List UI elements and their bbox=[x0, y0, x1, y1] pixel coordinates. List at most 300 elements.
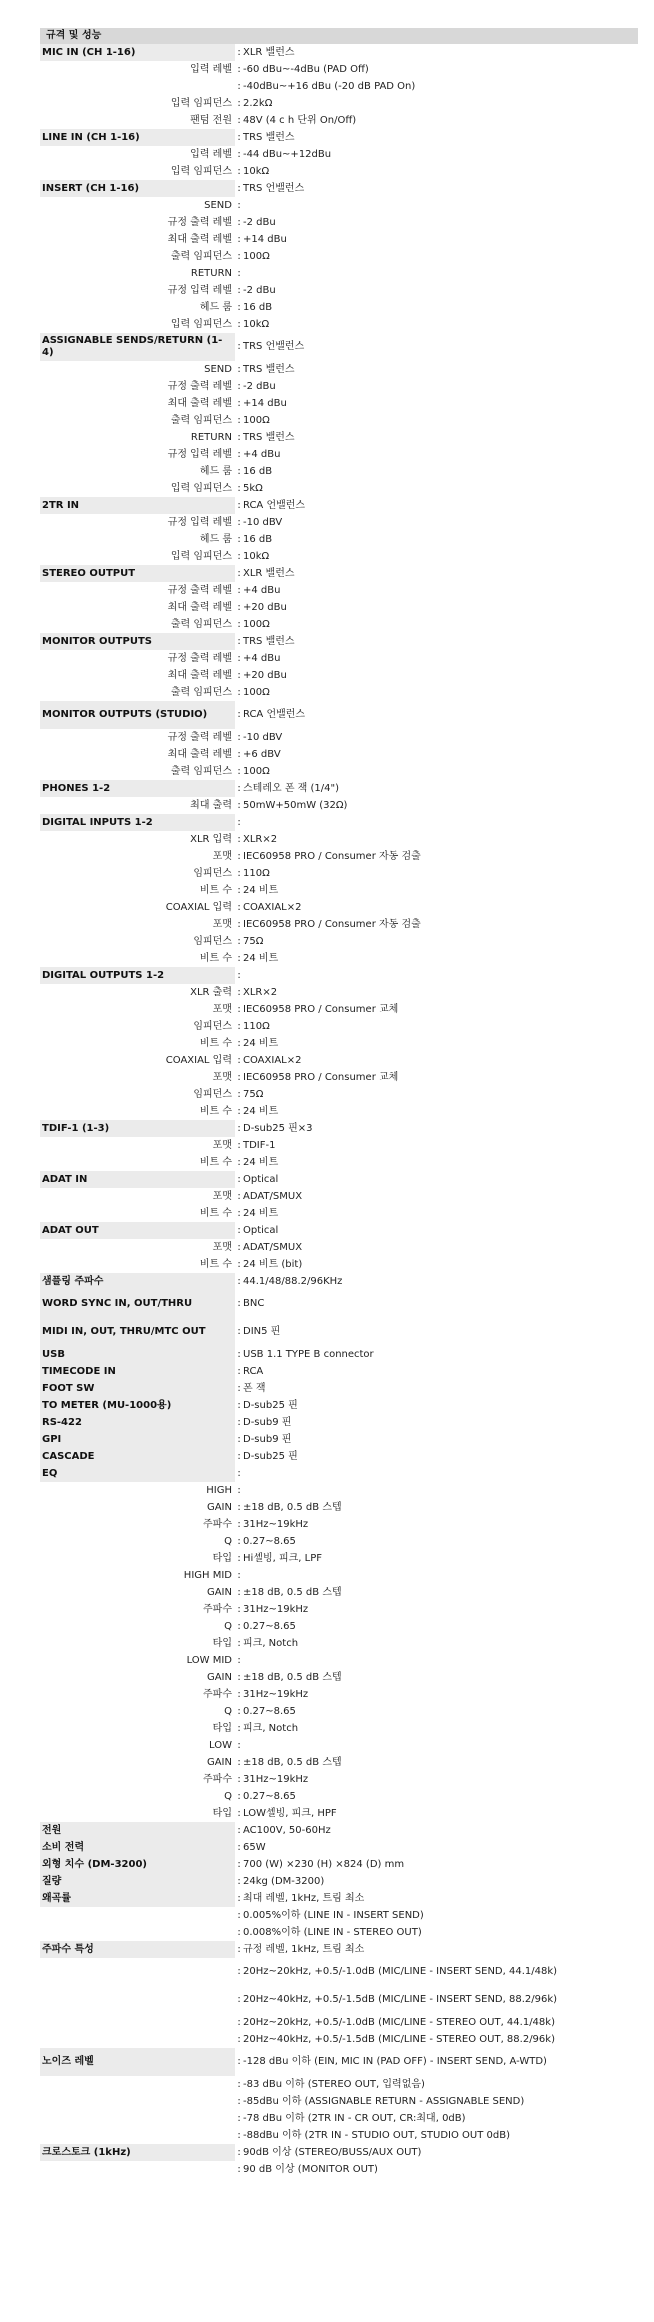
separator: : bbox=[237, 935, 241, 947]
spec-value: D-sub25 핀×3 bbox=[243, 1122, 313, 1134]
spec-label: 헤드 룸 bbox=[199, 465, 232, 477]
spec-value: 44.1/48/88.2/96KHz bbox=[243, 1275, 343, 1287]
separator: : bbox=[237, 2129, 241, 2141]
spec-label: 규정 출력 레벨 bbox=[167, 584, 232, 596]
spec-group-label: TO METER (MU-1000용) bbox=[40, 1397, 235, 1414]
spec-label: COAXIAL 입력 bbox=[165, 901, 232, 913]
spec-group-row bbox=[40, 44, 638, 61]
spec-value-cell bbox=[235, 1018, 638, 1035]
separator: : bbox=[237, 431, 241, 443]
separator: : bbox=[237, 1037, 241, 1049]
spec-value-cell bbox=[235, 1273, 638, 1290]
separator: : bbox=[237, 669, 241, 681]
separator: : bbox=[237, 1773, 241, 1785]
spec-row bbox=[40, 1788, 638, 1805]
separator: : bbox=[237, 1207, 241, 1219]
separator: : bbox=[237, 1841, 241, 1853]
spec-value-cell bbox=[235, 1448, 638, 1465]
spec-value-cell bbox=[235, 865, 638, 882]
separator: : bbox=[237, 1943, 241, 1955]
spec-label: 입력 임피던스 bbox=[170, 165, 232, 177]
spec-row bbox=[40, 1686, 638, 1703]
spec-row bbox=[40, 378, 638, 395]
spec-value-cell bbox=[235, 214, 638, 231]
spec-value: RCA 언밸런스 bbox=[243, 499, 306, 511]
spec-value: 90 dB 이상 (MONITOR OUT) bbox=[243, 2163, 378, 2175]
spec-label: GAIN bbox=[206, 1501, 232, 1513]
spec-row bbox=[40, 667, 638, 684]
spec-value: TRS 밸런스 bbox=[243, 431, 295, 443]
separator: : bbox=[237, 918, 241, 930]
separator: : bbox=[237, 1739, 241, 1751]
spec-value-cell bbox=[235, 1686, 638, 1703]
spec-row bbox=[40, 2127, 638, 2144]
spec-row bbox=[40, 1137, 638, 1154]
spec-value: RCA 언밸런스 bbox=[243, 709, 306, 720]
spec-label: 포맷 bbox=[212, 1190, 232, 1202]
separator: : bbox=[237, 1603, 241, 1615]
spec-value-cell bbox=[235, 565, 638, 582]
spec-group-row bbox=[40, 1822, 638, 1839]
spec-value-cell bbox=[235, 95, 638, 112]
spec-value-cell bbox=[235, 480, 638, 497]
spec-row bbox=[40, 231, 638, 248]
spec-value: 100Ω bbox=[243, 765, 270, 777]
spec-group-row bbox=[40, 1120, 638, 1137]
spec-value-cell bbox=[235, 967, 638, 984]
spec-value: 100Ω bbox=[243, 414, 270, 426]
separator: : bbox=[237, 2095, 241, 2107]
spec-value-cell bbox=[235, 1822, 638, 1839]
separator: : bbox=[237, 567, 241, 579]
spec-label: 타입 bbox=[212, 1807, 232, 1819]
spec-label: 포맷 bbox=[212, 1241, 232, 1253]
spec-value: 0.27~8.65 bbox=[243, 1620, 296, 1632]
separator: : bbox=[237, 1722, 241, 1734]
spec-row bbox=[40, 1737, 638, 1754]
spec-value-cell bbox=[235, 1533, 638, 1550]
spec-value: IEC60958 PRO / Consumer 자동 검출 bbox=[243, 918, 421, 930]
separator: : bbox=[237, 1484, 241, 1496]
separator: : bbox=[237, 1433, 241, 1445]
spec-row bbox=[40, 984, 638, 1001]
spec-value-cell bbox=[235, 814, 638, 831]
spec-label: 규정 출력 레벨 bbox=[167, 216, 232, 228]
spec-row bbox=[40, 950, 638, 967]
separator: : bbox=[237, 952, 241, 964]
spec-value: D-sub9 핀 bbox=[243, 1416, 292, 1428]
spec-value-cell bbox=[235, 1069, 638, 1086]
spec-group-label: GPI bbox=[40, 1431, 235, 1448]
spec-row bbox=[40, 316, 638, 333]
spec-label: HIGH bbox=[206, 1484, 232, 1496]
spec-label bbox=[40, 1958, 235, 1986]
spec-label: 헤드 룸 bbox=[199, 301, 232, 313]
spec-value: 24 비트 bbox=[243, 952, 279, 964]
spec-value: 110Ω bbox=[243, 1020, 270, 1032]
spec-value: 110Ω bbox=[243, 867, 270, 879]
spec-group-row bbox=[40, 780, 638, 797]
separator: : bbox=[237, 1790, 241, 1802]
spec-label: 출력 임피던스 bbox=[170, 765, 232, 777]
spec-value-cell bbox=[235, 180, 638, 197]
spec-group-row bbox=[40, 1346, 638, 1363]
spec-value-cell bbox=[235, 395, 638, 412]
separator: : bbox=[237, 765, 241, 777]
separator: : bbox=[237, 1518, 241, 1530]
spec-label: GAIN bbox=[206, 1586, 232, 1598]
spec-value: 24 비트 bbox=[243, 1105, 279, 1117]
spec-value: IEC60958 PRO / Consumer 교체 bbox=[243, 1003, 399, 1015]
spec-value: -60 dBu~-4dBu (PAD Off) bbox=[243, 63, 369, 75]
spec-group-label: ASSIGNABLE SENDS/RETURN (1-4) bbox=[40, 333, 235, 361]
spec-row bbox=[40, 1986, 638, 2014]
spec-value: +14 dBu bbox=[243, 233, 287, 245]
spec-value-cell bbox=[235, 1703, 638, 1720]
spec-group-row bbox=[40, 180, 638, 197]
spec-value: TRS 밸런스 bbox=[243, 635, 295, 647]
spec-group-row bbox=[40, 1380, 638, 1397]
spec-row bbox=[40, 1018, 638, 1035]
separator: : bbox=[237, 516, 241, 528]
spec-value-cell bbox=[235, 2031, 638, 2048]
spec-label bbox=[40, 2127, 235, 2144]
spec-row bbox=[40, 1499, 638, 1516]
spec-group-row bbox=[40, 1431, 638, 1448]
separator: : bbox=[237, 1705, 241, 1717]
spec-group-row bbox=[40, 2144, 638, 2161]
spec-value-cell bbox=[235, 1635, 638, 1652]
spec-value-cell bbox=[235, 1137, 638, 1154]
spec-value: +6 dBV bbox=[243, 748, 281, 760]
separator: : bbox=[237, 199, 241, 211]
separator: : bbox=[237, 1688, 241, 1700]
separator: : bbox=[237, 1275, 241, 1287]
spec-value-cell bbox=[235, 1669, 638, 1686]
spec-label: 입력 임피던스 bbox=[170, 482, 232, 494]
spec-value-cell bbox=[235, 129, 638, 146]
separator: : bbox=[237, 601, 241, 613]
spec-label: 비트 수 bbox=[199, 884, 232, 896]
spec-value-cell bbox=[235, 763, 638, 780]
spec-value: D-sub25 핀 bbox=[243, 1399, 298, 1411]
spec-value-cell bbox=[235, 44, 638, 61]
spec-value-cell bbox=[235, 2144, 638, 2161]
spec-value: D-sub9 핀 bbox=[243, 1433, 292, 1445]
spec-value-cell bbox=[235, 831, 638, 848]
section-title: 규격 및 성능 bbox=[40, 28, 638, 44]
spec-row bbox=[40, 933, 638, 950]
separator: : bbox=[237, 816, 241, 828]
spec-row bbox=[40, 463, 638, 480]
spec-value-cell bbox=[235, 1052, 638, 1069]
spec-value-cell bbox=[235, 950, 638, 967]
separator: : bbox=[237, 709, 241, 720]
spec-value-cell bbox=[235, 1431, 638, 1448]
spec-row bbox=[40, 429, 638, 446]
spec-value-cell bbox=[235, 1788, 638, 1805]
spec-row bbox=[40, 1001, 638, 1018]
separator: : bbox=[237, 2163, 241, 2175]
spec-value: ±18 dB, 0.5 dB 스텝 bbox=[243, 1671, 342, 1683]
spec-label: 출력 임피던스 bbox=[170, 414, 232, 426]
spec-label: 비트 수 bbox=[199, 1037, 232, 1049]
spec-value: 0.27~8.65 bbox=[243, 1535, 296, 1547]
spec-value-cell bbox=[235, 1499, 638, 1516]
separator: : bbox=[237, 1535, 241, 1547]
spec-value: XLR 밸런스 bbox=[243, 567, 295, 579]
spec-value: 31Hz~19kHz bbox=[243, 1518, 309, 1530]
spec-row bbox=[40, 599, 638, 616]
separator: : bbox=[237, 465, 241, 477]
spec-row bbox=[40, 2161, 638, 2178]
spec-group-row bbox=[40, 129, 638, 146]
spec-group-label: ADAT OUT bbox=[40, 1222, 235, 1239]
spec-value-cell bbox=[235, 1958, 638, 1986]
separator: : bbox=[237, 901, 241, 913]
spec-label: HIGH MID bbox=[183, 1569, 232, 1581]
spec-value: COAXIAL×2 bbox=[243, 901, 302, 913]
separator: : bbox=[237, 182, 241, 194]
separator: : bbox=[237, 1824, 241, 1836]
separator: : bbox=[237, 1003, 241, 1015]
spec-value: 700 (W) ×230 (H) ×824 (D) mm bbox=[243, 1858, 405, 1870]
separator: : bbox=[237, 1071, 241, 1083]
spec-value: ±18 dB, 0.5 dB 스텝 bbox=[243, 1586, 342, 1598]
spec-group-label: 샘플링 주파수 bbox=[40, 1273, 235, 1290]
spec-value-cell bbox=[235, 2127, 638, 2144]
spec-row bbox=[40, 2110, 638, 2127]
spec-value: 48V (4 c h 단위 On/Off) bbox=[243, 114, 357, 126]
spec-value-cell bbox=[235, 514, 638, 531]
spec-value-cell bbox=[235, 463, 638, 480]
spec-value: 10kΩ bbox=[243, 550, 270, 562]
spec-value: 24kg (DM-3200) bbox=[243, 1875, 325, 1887]
spec-value-cell bbox=[235, 1318, 638, 1346]
spec-value-cell bbox=[235, 1941, 638, 1958]
separator: : bbox=[237, 1909, 241, 1921]
spec-label bbox=[40, 2110, 235, 2127]
separator: : bbox=[237, 1654, 241, 1666]
spec-label: 임피던스 bbox=[193, 1088, 232, 1100]
spec-value-cell bbox=[235, 916, 638, 933]
spec-value: +20 dBu bbox=[243, 669, 287, 681]
spec-row bbox=[40, 1035, 638, 1052]
separator: : bbox=[237, 1501, 241, 1513]
spec-label: 최대 출력 레벨 bbox=[167, 669, 232, 681]
separator: : bbox=[237, 1467, 241, 1479]
spec-label: 입력 레벨 bbox=[190, 63, 232, 75]
spec-value: 24 비트 (bit) bbox=[243, 1258, 303, 1270]
spec-value: TRS 언밸런스 bbox=[243, 182, 305, 194]
spec-value: 10kΩ bbox=[243, 318, 270, 330]
spec-value: 16 dB bbox=[243, 465, 273, 477]
spec-value-cell bbox=[235, 112, 638, 129]
spec-value: 20Hz~20kHz, +0.5/-1.0dB (MIC/LINE - STEREO OUT, 44.1/48k) bbox=[243, 2016, 555, 2028]
spec-value: XLR×2 bbox=[243, 986, 278, 998]
spec-value-cell bbox=[235, 633, 638, 650]
spec-label: GAIN bbox=[206, 1756, 232, 1768]
spec-value: 100Ω bbox=[243, 250, 270, 262]
spec-value-cell bbox=[235, 1737, 638, 1754]
spec-row bbox=[40, 1958, 638, 1986]
spec-value-cell bbox=[235, 882, 638, 899]
spec-value: 0.27~8.65 bbox=[243, 1705, 296, 1717]
spec-group-label: 2TR IN bbox=[40, 497, 235, 514]
spec-value: 100Ω bbox=[243, 686, 270, 698]
spec-value: 16 dB bbox=[243, 301, 273, 313]
spec-row bbox=[40, 1924, 638, 1941]
spec-row bbox=[40, 1103, 638, 1120]
spec-value-cell bbox=[235, 497, 638, 514]
spec-group-label: 질량 bbox=[40, 1873, 235, 1890]
separator: : bbox=[237, 2016, 241, 2028]
spec-row bbox=[40, 395, 638, 412]
spec-row bbox=[40, 1805, 638, 1822]
spec-row bbox=[40, 1652, 638, 1669]
spec-value: IEC60958 PRO / Consumer 자동 검출 bbox=[243, 850, 421, 862]
spec-row bbox=[40, 899, 638, 916]
separator: : bbox=[237, 1807, 241, 1819]
spec-label: 포맷 bbox=[212, 918, 232, 930]
spec-group-row bbox=[40, 1290, 638, 1318]
spec-value: -10 dBV bbox=[243, 516, 283, 528]
spec-label: 주파수 bbox=[203, 1603, 232, 1615]
spec-value: 0.27~8.65 bbox=[243, 1790, 296, 1802]
spec-value-cell bbox=[235, 146, 638, 163]
spec-value: 20Hz~20kHz, +0.5/-1.0dB (MIC/LINE - INSERT SEND, 44.1/48k) bbox=[243, 1966, 558, 1977]
separator: : bbox=[237, 1054, 241, 1066]
spec-label bbox=[40, 2161, 235, 2178]
spec-value: AC100V, 50-60Hz bbox=[243, 1824, 331, 1836]
spec-value: TDIF-1 bbox=[243, 1139, 276, 1151]
separator: : bbox=[237, 618, 241, 630]
spec-value: ±18 dB, 0.5 dB 스텝 bbox=[243, 1501, 342, 1513]
spec-group-row bbox=[40, 1273, 638, 1290]
spec-value-cell bbox=[235, 378, 638, 395]
spec-group-label: MIDI IN, OUT, THRU/MTC OUT bbox=[40, 1318, 235, 1346]
spec-value-cell bbox=[235, 2110, 638, 2127]
spec-row bbox=[40, 684, 638, 701]
spec-value-cell bbox=[235, 1103, 638, 1120]
spec-group-label: WORD SYNC IN, OUT/THRU bbox=[40, 1290, 235, 1318]
spec-value: 5kΩ bbox=[243, 482, 263, 494]
spec-value: DIN5 핀 bbox=[243, 1326, 281, 1337]
separator: : bbox=[237, 448, 241, 460]
spec-row bbox=[40, 1669, 638, 1686]
spec-label: Q bbox=[224, 1790, 232, 1802]
spec-row bbox=[40, 797, 638, 814]
separator: : bbox=[237, 1671, 241, 1683]
spec-value-cell bbox=[235, 61, 638, 78]
spec-row bbox=[40, 1618, 638, 1635]
spec-value-cell bbox=[235, 1171, 638, 1188]
spec-value: 최대 레벨, 1kHz, 트림 최소 bbox=[243, 1892, 365, 1904]
spec-value-cell bbox=[235, 797, 638, 814]
spec-value: 75Ω bbox=[243, 935, 264, 947]
spec-group-row bbox=[40, 1171, 638, 1188]
spec-value-cell bbox=[235, 667, 638, 684]
spec-group-row bbox=[40, 565, 638, 582]
spec-group-row bbox=[40, 1839, 638, 1856]
separator: : bbox=[237, 550, 241, 562]
spec-value: RCA bbox=[243, 1365, 264, 1377]
spec-label: SEND bbox=[204, 363, 232, 375]
spec-label: XLR 출력 bbox=[190, 986, 232, 998]
spec-group-label: TIMECODE IN bbox=[40, 1363, 235, 1380]
spec-value: ±18 dB, 0.5 dB 스텝 bbox=[243, 1756, 342, 1768]
spec-row bbox=[40, 1771, 638, 1788]
spec-value: 24 비트 bbox=[243, 1156, 279, 1168]
spec-value: 피크, Notch bbox=[243, 1722, 299, 1734]
spec-row bbox=[40, 1086, 638, 1103]
spec-value-cell bbox=[235, 1188, 638, 1205]
spec-row bbox=[40, 214, 638, 231]
separator: : bbox=[237, 1966, 241, 1977]
spec-label: 최대 출력 레벨 bbox=[167, 233, 232, 245]
spec-value: +20 dBu bbox=[243, 601, 287, 613]
separator: : bbox=[237, 363, 241, 375]
spec-value-cell bbox=[235, 548, 638, 565]
spec-row bbox=[40, 1754, 638, 1771]
spec-row bbox=[40, 865, 638, 882]
spec-value-cell bbox=[235, 899, 638, 916]
spec-value: -83 dBu 이하 (STEREO OUT, 입력없음) bbox=[243, 2078, 425, 2090]
separator: : bbox=[237, 748, 241, 760]
spec-row bbox=[40, 248, 638, 265]
separator: : bbox=[237, 1382, 241, 1394]
spec-group-label: LINE IN (CH 1-16) bbox=[40, 129, 235, 146]
separator: : bbox=[237, 131, 241, 143]
spec-value-cell bbox=[235, 1256, 638, 1273]
separator: : bbox=[237, 1105, 241, 1117]
spec-value-cell bbox=[235, 1986, 638, 2014]
spec-group-label: CASCADE bbox=[40, 1448, 235, 1465]
spec-label: 포맷 bbox=[212, 850, 232, 862]
spec-group-label: DIGITAL INPUTS 1-2 bbox=[40, 814, 235, 831]
spec-value: 50mW+50mW (32Ω) bbox=[243, 799, 348, 811]
spec-group-label: RS-422 bbox=[40, 1414, 235, 1431]
spec-row bbox=[40, 1720, 638, 1737]
spec-value-cell bbox=[235, 231, 638, 248]
spec-row bbox=[40, 1256, 638, 1273]
spec-value-cell bbox=[235, 78, 638, 95]
spec-group-row bbox=[40, 1465, 638, 1482]
separator: : bbox=[237, 1637, 241, 1649]
spec-label: Q bbox=[224, 1535, 232, 1547]
spec-value-cell bbox=[235, 299, 638, 316]
spec-value: 31Hz~19kHz bbox=[243, 1773, 309, 1785]
separator: : bbox=[237, 1450, 241, 1462]
spec-value-cell bbox=[235, 1924, 638, 1941]
spec-label: 임피던스 bbox=[193, 867, 232, 879]
spec-label: 규정 입력 레벨 bbox=[167, 516, 232, 528]
spec-row bbox=[40, 2031, 638, 2048]
spec-group-row bbox=[40, 333, 638, 361]
spec-value: +4 dBu bbox=[243, 448, 281, 460]
spec-row bbox=[40, 146, 638, 163]
spec-group-row bbox=[40, 1363, 638, 1380]
separator: : bbox=[237, 867, 241, 879]
separator: : bbox=[237, 397, 241, 409]
spec-group-label: 크로스토크 (1kHz) bbox=[40, 2144, 235, 2161]
spec-group-label: ADAT IN bbox=[40, 1171, 235, 1188]
separator: : bbox=[237, 782, 241, 794]
separator: : bbox=[237, 1020, 241, 1032]
separator: : bbox=[237, 584, 241, 596]
spec-value-cell bbox=[235, 1397, 638, 1414]
separator: : bbox=[237, 216, 241, 228]
